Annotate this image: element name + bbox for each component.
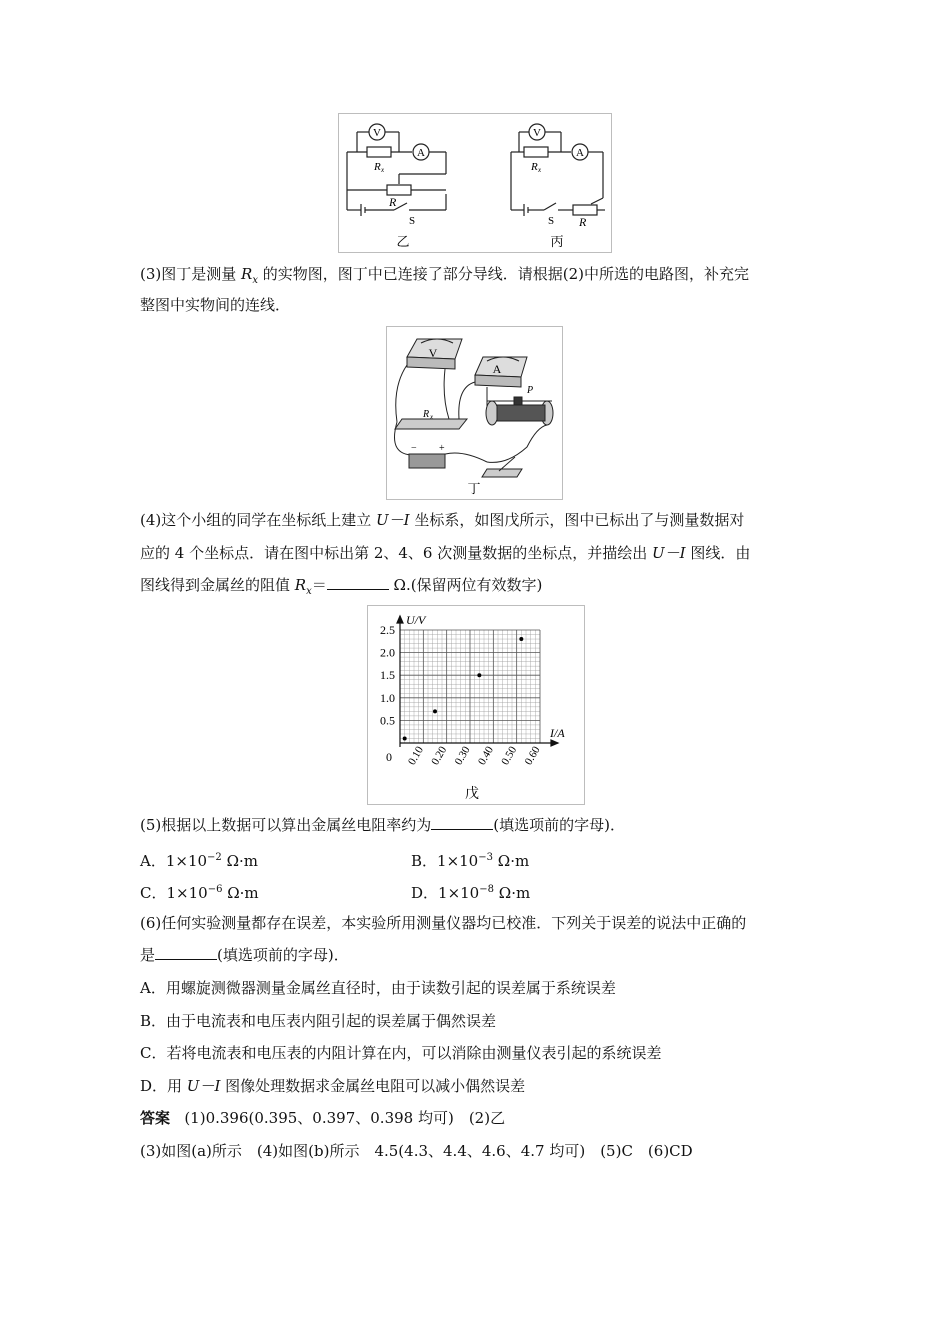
q5-stem: (5)根据以上数据可以算出金属丝电阻率约为 (填选项前的字母)． (140, 816, 625, 834)
rx-sub-yi: x (381, 166, 385, 174)
q5-option-c[interactable]: C．$1\times 10^{-6}$ Ω·m (140, 884, 259, 902)
ammeter-label-bing: A (576, 147, 584, 159)
circuit-diagrams (339, 114, 611, 252)
rheostat-label-bing: R (579, 215, 587, 229)
q6-option-a[interactable]: A．用螺旋测微器测量金属丝直径时，由于读数引起的误差属于系统误差 (140, 979, 616, 997)
ammeter-label-yi: A (417, 147, 425, 159)
data-point (477, 673, 481, 677)
q6-option-d[interactable]: D．用 U－I 图像处理数据求金属丝电阻可以减小偶然误差 (140, 1077, 526, 1095)
apparatus-figure-ding (386, 326, 563, 500)
ding-voltmeter-label: V (428, 346, 438, 360)
q6-line-1: (6)任何实验测量都存在误差，本实验所用测量仪器均已校准．下列关于误差的说法中正确的 (140, 914, 747, 932)
x-tick-label: 0.10 (405, 744, 426, 768)
y-axis-label: U/V (406, 613, 426, 627)
q4-line-3: 图线得到金属丝的阻值 $R_x= \Omega$.(保留两位有效数字) (140, 576, 543, 597)
y-tick-label: 0.5 (380, 713, 395, 728)
q5-option-a[interactable]: A．$1\times 10^{-2}$ Ω·m (140, 852, 258, 870)
ding-plus-label: + (439, 443, 445, 454)
origin-label: 0 (386, 750, 392, 764)
y-tick-label: 2.5 (380, 623, 395, 637)
x-tick-label: 0.60 (522, 744, 543, 768)
q6-option-b[interactable]: B．由于电流表和电压表内阻引起的误差属于偶然误差 (140, 1012, 497, 1030)
data-point (433, 709, 437, 713)
x-tick-label: 0.40 (475, 744, 496, 768)
q5-answer-blank[interactable] (431, 815, 493, 830)
answer-line-1: 答案 (1)0.396(0.395、0.397、0.398 均可) (2)乙 (140, 1109, 506, 1127)
q3-line-1: (3)图丁是测量 $R_x$ 的实物图，图丁中已连接了部分导线．请根据(2)中所选的电路图，补充完 (140, 265, 749, 286)
rheostat-label-yi: R (389, 195, 397, 209)
data-point (519, 637, 523, 641)
chart-caption: 戊 (465, 787, 479, 802)
chart-figure-wu (367, 605, 585, 805)
x-tick-label: 0.20 (429, 744, 450, 768)
ding-slider-label: P (527, 385, 534, 396)
answer-line-2: (3)如图(a)所示 (4)如图(b)所示 4.5(4.3、4.4、4.6、4.7 均可) (5)C (6)CD (140, 1142, 693, 1160)
voltmeter-label-bing: V (533, 127, 541, 139)
y-tick-label: 1.5 (380, 668, 395, 683)
rx-label-yi: R (374, 161, 381, 173)
q5-option-b[interactable]: B．$1\times 10^{-3}$ Ω·m (411, 852, 530, 870)
ding-rx-label: R (423, 409, 430, 420)
q4-line-1: (4)这个小组的同学在坐标纸上建立 U－I 坐标系，如图戊所示，图中已标出了与测量数据对 (140, 511, 745, 529)
q4-line-2: 应的 4 个坐标点．请在图中标出第 2、4、6 次测量数据的坐标点，并描绘出 U－I 图线．由 (140, 544, 751, 562)
ding-rx-sub: x (430, 413, 434, 421)
ding-caption: 丁 (467, 481, 481, 496)
q6-line-2: 是 (填选项前的字母)． (140, 946, 349, 964)
apparatus-drawing (387, 327, 562, 499)
rx-sub-bing: x (538, 166, 542, 174)
x-axis-label: I/A (550, 726, 565, 740)
ding-minus-label: − (411, 443, 417, 454)
q6-option-c[interactable]: C．若将电流表和电压表的内阻计算在内，可以消除由测量仪表引起的系统误差 (140, 1044, 662, 1062)
y-axis-arrow (397, 616, 403, 623)
caption-yi: 乙 (396, 234, 410, 249)
switch-label-yi: S (409, 215, 416, 227)
q4-answer-blank[interactable] (327, 575, 389, 590)
x-tick-label: 0.50 (499, 744, 520, 768)
circuit-figure-yi-bing (338, 113, 612, 253)
data-point (403, 736, 407, 740)
voltmeter-label-yi: V (373, 127, 381, 139)
caption-bing: 丙 (550, 234, 564, 249)
answer-label: 答案 (140, 1109, 171, 1127)
y-tick-label: 1.0 (380, 690, 395, 705)
y-tick-label: 2.0 (380, 645, 395, 660)
switch-label-bing: S (548, 215, 555, 227)
rx-label-bing: R (531, 161, 538, 173)
q3-line-2: 整图中实物间的连线． (140, 296, 291, 314)
q6-answer-blank[interactable] (155, 945, 217, 960)
ui-chart (368, 606, 584, 804)
ding-ammeter-label: A (492, 362, 502, 376)
x-tick-label: 0.30 (452, 744, 473, 768)
x-axis-arrow (551, 740, 558, 746)
q5-option-d[interactable]: D．$1\times 10^{-8}$ Ω·m (411, 884, 531, 902)
